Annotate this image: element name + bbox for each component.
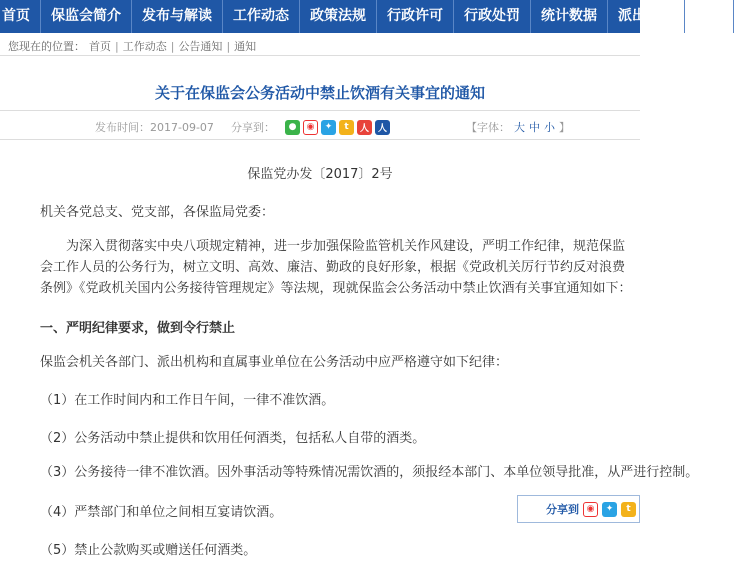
breadcrumb-divider — [0, 55, 640, 56]
breadcrumb-prefix: 您现在的位置： — [8, 40, 85, 53]
breadcrumb-separator: | — [226, 39, 231, 53]
nav-item-news[interactable]: 工作动态 — [223, 0, 300, 33]
rule-item: （1）在工作时间内和工作日午间，一律不准饮酒。 — [40, 393, 335, 408]
document-number: 保监党办发〔2017〕2号 — [247, 167, 393, 182]
breadcrumb — [8, 38, 256, 54]
floating-share-label: 分享到 — [546, 503, 579, 516]
nav-item-branches[interactable]: 派出机构 — [608, 0, 685, 33]
qzone-icon[interactable]: ✦ — [602, 502, 617, 517]
tencent-weibo-icon[interactable]: t — [621, 502, 636, 517]
breadcrumb-notices[interactable]: 公告通知 — [178, 40, 223, 53]
breadcrumb-home[interactable]: 首页 — [89, 40, 111, 53]
intro-paragraph: 为深入贯彻落实中央八项规定精神，进一步加强保险监管机关作风建设，严明工作纪律，规范保监会工作人员的公务行为，树立文明、高效、廉洁、勤政的良好形象，根据《党政机关厉行节约反对浪费条例》《党政机关国内公务接待管理规定》等法规，现就保监会公务活动中禁止饮酒有关事宜通知如下： — [40, 239, 632, 296]
article-meta-bar — [0, 110, 640, 140]
top-navigation — [0, 0, 723, 33]
nav-item-policy[interactable]: 政策法规 — [300, 0, 377, 33]
rule-item: （4）严禁部门和单位之间相互宴请饮酒。 — [40, 505, 283, 520]
rule-item: （5）禁止公款购买或赠送任何酒类。 — [40, 543, 257, 558]
douban-icon[interactable]: 人 — [375, 120, 390, 135]
section-heading: 一、严明纪律要求，做到令行禁止 — [40, 321, 236, 336]
weibo-icon[interactable]: ◉ — [303, 120, 318, 135]
section-lead: 保监会机关各部门、派出机构和直属事业单位在公务活动中应严格遵守如下纪律： — [40, 355, 509, 370]
breadcrumb-news[interactable]: 工作动态 — [122, 40, 167, 53]
recipient-line: 机关各党总支、党支部，各保监局党委： — [40, 205, 275, 220]
share-bar — [231, 119, 390, 135]
nav-item-release[interactable]: 发布与解读 — [132, 0, 223, 33]
share-label: 分享到： — [231, 121, 275, 134]
article-title: 关于在保监会公务活动中禁止饮酒有关事宜的通知 — [154, 84, 485, 102]
rule-item: （2）公务活动中禁止提供和饮用任何酒类，包括私人自带的酒类。 — [40, 431, 426, 446]
publish-date: 2017-09-07 — [150, 121, 214, 134]
rule-item: （3）公务接待一律不准饮酒。因外事活动等特殊情况需饮酒的，须报经本部门、本单位领导批准，从严进行控制。 — [40, 465, 699, 480]
font-label-close: 】 — [559, 121, 570, 134]
nav-item-consumer[interactable]: 消费 — [685, 0, 734, 33]
publish-info — [95, 119, 214, 135]
qzone-icon[interactable]: ✦ — [321, 120, 336, 135]
nav-item-about[interactable]: 保监会简介 — [41, 0, 132, 33]
breadcrumb-separator: | — [115, 39, 119, 53]
renren-icon[interactable]: 人 — [357, 120, 372, 135]
nav-item-penalty[interactable]: 行政处罚 — [454, 0, 531, 33]
floating-share-box — [517, 495, 640, 523]
font-size-medium[interactable]: 中 — [529, 121, 540, 134]
nav-item-home[interactable]: 首页 — [0, 0, 41, 33]
font-size-small[interactable]: 小 — [544, 121, 555, 134]
font-size-switcher — [466, 119, 570, 135]
font-size-large[interactable]: 大 — [514, 121, 525, 134]
breadcrumb-separator: | — [170, 39, 175, 53]
nav-item-license[interactable]: 行政许可 — [377, 0, 454, 33]
font-label: 【字体： — [466, 121, 510, 134]
wechat-icon[interactable]: ● — [285, 120, 300, 135]
publish-label: 发布时间： — [95, 121, 150, 134]
weibo-icon[interactable]: ◉ — [583, 502, 598, 517]
tencent-weibo-icon[interactable]: t — [339, 120, 354, 135]
breadcrumb-current[interactable]: 通知 — [234, 40, 257, 53]
nav-item-statistics[interactable]: 统计数据 — [531, 0, 608, 33]
